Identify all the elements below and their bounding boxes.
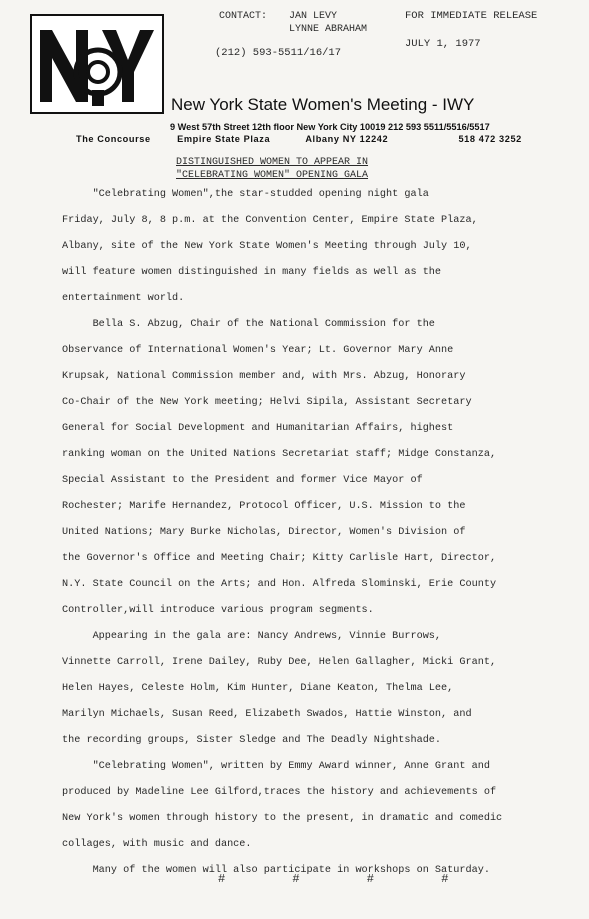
body-line: "Celebrating Women", written by Emmy Award winner, Anne Grant and [62, 761, 490, 772]
body-line: Friday, July 8, 8 p.m. at the Convention Center, Empire State Plaza, [62, 215, 478, 226]
press-release-body [62, 182, 562, 884]
address-part: 518 472 3252 [458, 134, 522, 144]
body-line: N.Y. State Council on the Arts; and Hon. Alfreda Slominski, Erie County [62, 579, 497, 590]
headline [176, 156, 368, 182]
body-line: New York's women through history to the present, in dramatic and comedic [62, 813, 503, 824]
body-line: Albany, site of the New York State Women's Meeting through July 10, [62, 241, 472, 252]
body-line: Special Assistant to the President and former Vice Mayor of [62, 475, 423, 486]
headline-line: DISTINGUISHED WOMEN TO APPEAR IN [176, 157, 369, 168]
body-line: Controller,will introduce various program segments. [62, 605, 374, 616]
body-line: Krupsak, National Commission member and, with Mrs. Abzug, Honorary [62, 371, 466, 382]
contact-name: LYNNE ABRAHAM [289, 24, 368, 35]
body-line: Appearing in the gala are: Nancy Andrews, Vinnie Burrows, [62, 631, 442, 642]
address-line-2 [76, 134, 556, 144]
headline-line: "CELEBRATING WOMEN" OPENING GALA [176, 170, 369, 181]
contact-phone: (212) 593-5511/16/17 [215, 47, 342, 59]
body-line: "Celebrating Women",the star-studded opening night gala [62, 189, 429, 200]
organization-name: New York State Women's Meeting - IWY [171, 95, 475, 114]
address-part: Empire State Plaza [177, 134, 271, 144]
body-line: United Nations; Mary Burke Nicholas, Director, Women's Division of [62, 527, 466, 538]
body-line: will feature women distinguished in many fields as well as the [62, 267, 442, 278]
contact-label: CONTACT: [219, 11, 268, 22]
address-part: The Concourse [76, 134, 151, 144]
address-part: Albany NY 12242 [305, 134, 389, 144]
body-line: Vinnette Carroll, Irene Dailey, Ruby Dee, Helen Gallagher, Micki Grant, [62, 657, 497, 668]
logo-mark-icon [32, 16, 162, 112]
body-line: Bella S. Abzug, Chair of the National Commission for the [62, 319, 435, 330]
body-line: Many of the women will also participate in workshops on Saturday. [62, 865, 490, 876]
nywm-logo [30, 14, 164, 114]
body-line: collages, with music and dance. [62, 839, 252, 850]
body-line: ranking woman on the United Nations Secretariat staff; Midge Constanza, [62, 449, 497, 460]
body-line: entertainment world. [62, 293, 185, 304]
release-note: FOR IMMEDIATE RELEASE [405, 10, 538, 22]
body-line: Marilyn Michaels, Susan Reed, Elizabeth Swados, Hattie Winston, and [62, 709, 472, 720]
body-line: General for Social Development and Humanitarian Affairs, highest [62, 423, 454, 434]
body-line: the Governor's Office and Meeting Chair; Kitty Carlisle Hart, Director, [62, 553, 497, 564]
address-line-1: 9 West 57th Street 12th floor New York City 10019 212 593 5511/5516/5517 [170, 122, 490, 132]
body-line: Helen Hayes, Celeste Holm, Kim Hunter, Diane Keaton, Thelma Lee, [62, 683, 454, 694]
body-line: produced by Madeline Lee Gilford,traces the history and achievements of [62, 787, 497, 798]
body-line: Observance of International Women's Year; Lt. Governor Mary Anne [62, 345, 454, 356]
body-line: Co-Chair of the New York meeting; Helvi Sipila, Assistant Secretary [62, 397, 472, 408]
body-line: the recording groups, Sister Sledge and The Deadly Nightshade. [62, 735, 442, 746]
release-date: JULY 1, 1977 [405, 38, 481, 50]
body-line: Rochester; Marife Hernandez, Protocol Officer, U.S. Mission to the [62, 501, 466, 512]
contact-name: JAN LEVY [289, 11, 338, 22]
end-marks: # # # # [218, 872, 479, 886]
